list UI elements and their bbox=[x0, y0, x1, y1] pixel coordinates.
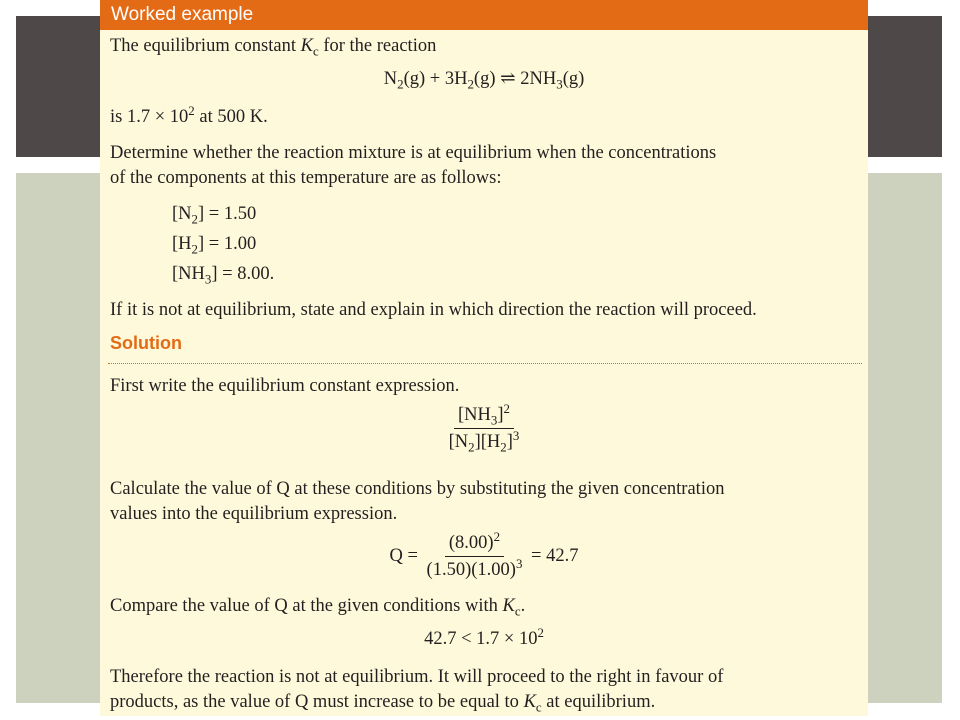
concentration-n2: $[N_2] = 1.50$ bbox=[172, 204, 257, 227]
solution-divider bbox=[108, 363, 862, 364]
kc-denominator: $[N_2][H_2]^3$ bbox=[448, 427, 520, 455]
kc-fraction bbox=[445, 400, 524, 455]
direction-prompt: If it is not at equilibrium, state and explain in which direction the reaction will proceed. bbox=[110, 300, 757, 320]
q-numerator: $(8.00)^2$ bbox=[445, 532, 504, 557]
reaction-equation: $N_2(g) + 3H_2(g)$ ⇌ $2NH_3(g)$ bbox=[383, 69, 585, 92]
solution-step2-line1: Calculate the value of Q at these conditions by substituting the given concentration bbox=[110, 479, 725, 499]
solution-heading: Solution bbox=[110, 333, 182, 353]
concentration-nh3: $[NH_3] = 8.00$. bbox=[172, 264, 275, 287]
q-k-comparison: $42.7 < 1.7 \times 10^2$ bbox=[424, 624, 544, 649]
panel-header: Worked example bbox=[100, 0, 868, 30]
q-fraction bbox=[423, 528, 527, 581]
kc-expression bbox=[100, 400, 868, 455]
determine-prompt-line2: of the components at this temperature are as follows: bbox=[110, 168, 502, 188]
question-intro: The equilibrium constant $K_c$ for the reaction bbox=[110, 36, 437, 59]
solution-step2-line2: values into the equilibrium expression. bbox=[110, 504, 398, 524]
solution-step3: Compare the value of Q at the given conditions with $K_c$. bbox=[110, 596, 526, 619]
q-calculation bbox=[100, 528, 868, 581]
q-result: = 42.7 bbox=[531, 545, 579, 566]
solution-step1: First write the equilibrium constant expression. bbox=[110, 376, 460, 396]
worked-example-panel bbox=[100, 0, 868, 716]
concentration-h2: $[H_2] = 1.00$ bbox=[172, 234, 257, 257]
conclusion-line2: products, as the value of Q must increase to be equal to $K_c$ at equilibrium. bbox=[110, 692, 656, 715]
k-value-statement: is $1.7 \times 10^2$ at 500 K. bbox=[110, 102, 268, 127]
kc-numerator: $[NH_3]^2$ bbox=[454, 404, 514, 429]
determine-prompt-line1: Determine whether the reaction mixture is at equilibrium when the concentrations bbox=[110, 143, 717, 163]
q-denominator: $(1.50)(1.00)^3$ bbox=[426, 555, 523, 580]
q-lhs: Q = bbox=[389, 545, 418, 566]
conclusion-line1: Therefore the reaction is not at equilibrium. It will proceed to the right in favour of bbox=[110, 667, 724, 687]
